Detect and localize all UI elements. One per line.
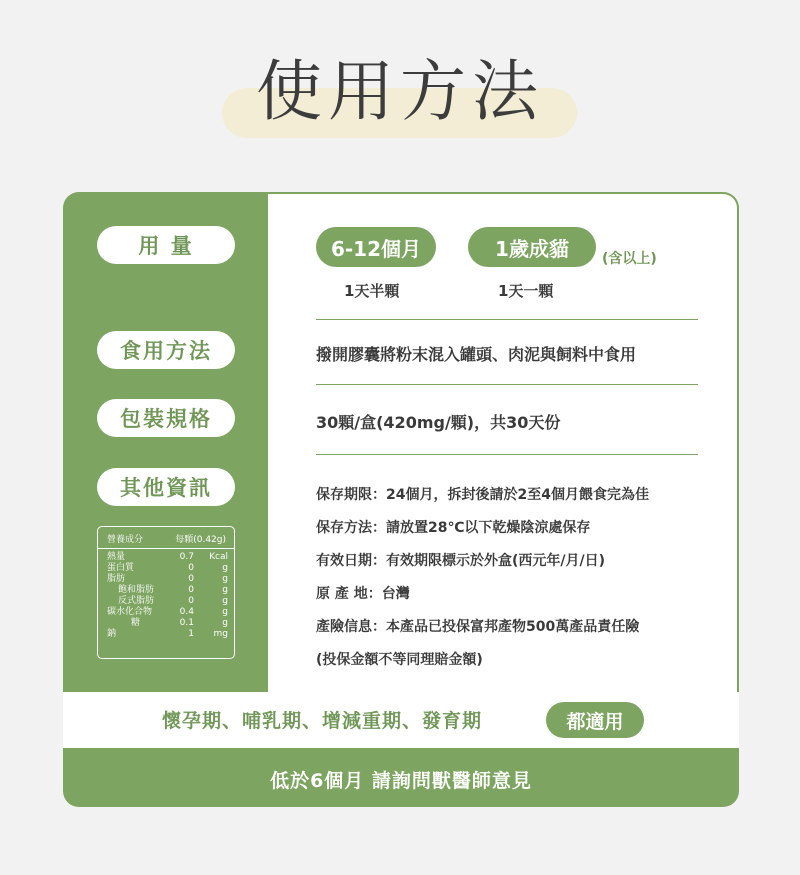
- label-other: 其他資訊: [97, 468, 235, 506]
- info-shelf-life: 保存期限：24個月，拆封後請於2至4個月餵食完為佳: [316, 487, 649, 503]
- nutrition-row: 鈉 1 mg: [107, 629, 228, 639]
- nutrition-row: 脂肪 0 g: [107, 574, 228, 584]
- label-usage: 食用方法: [97, 331, 235, 369]
- info-insurance: 產險信息：本產品已投保富邦產物500萬產品責任險: [316, 619, 640, 635]
- age-badge-6-12-months: 6-12個月: [316, 227, 436, 267]
- content-panel: [268, 194, 737, 692]
- divider: [316, 384, 698, 385]
- page-title: 使用方法: [256, 53, 544, 130]
- suitability-text: 懷孕期、哺乳期、增減重期、發育期: [162, 710, 483, 732]
- nutrition-row: 蛋白質 0 g: [107, 563, 228, 573]
- usage-text: 撥開膠囊將粉末混入罐頭、肉泥與飼料中食用: [316, 345, 637, 364]
- footer-note: 低於6個月 請詢問獸醫師意見: [270, 770, 532, 792]
- suitability-band: [63, 692, 739, 748]
- usage-card: [63, 192, 739, 807]
- nutrition-row: 飽和脂肪 0 g: [118, 585, 228, 595]
- suitability-badge: 都適用: [546, 702, 644, 738]
- nutrition-row: 碳水化合物 0.4 g: [107, 607, 228, 617]
- info-insurance-note: (投保金額不等同理賠金額): [316, 652, 483, 668]
- nutrition-row: 糖 0.1 g: [131, 618, 228, 628]
- divider: [316, 319, 698, 320]
- dose-6-12-months: 1天半顆: [344, 282, 400, 300]
- nutrition-header-right: 每顆(0.42g): [175, 535, 226, 545]
- label-package: 包裝規格: [97, 399, 235, 437]
- info-expiry: 有效日期：有效期限標示於外盒(西元年/月/日): [316, 553, 606, 569]
- label-dosage: 用 量: [97, 226, 235, 264]
- nutrition-table: [97, 526, 235, 659]
- nutrition-header: [98, 527, 234, 549]
- nutrition-row: 反式脂肪 0 g: [118, 596, 228, 606]
- info-storage: 保存方法：請放置28℃以下乾燥陰涼處保存: [316, 520, 591, 536]
- info-origin: 原 產 地：台灣: [316, 586, 410, 602]
- nutrition-header-left: 營養成分: [107, 535, 144, 545]
- package-text: 30顆/盒(420mg/顆)，共30天份: [316, 413, 561, 432]
- nutrition-row: 熱量 0.7 Kcal: [107, 552, 228, 562]
- dose-adult: 1天一顆: [498, 282, 554, 300]
- divider: [316, 454, 698, 455]
- title-area: [0, 0, 800, 150]
- age-note: (含以上): [602, 251, 657, 267]
- age-badge-adult: 1歲成貓: [468, 227, 596, 267]
